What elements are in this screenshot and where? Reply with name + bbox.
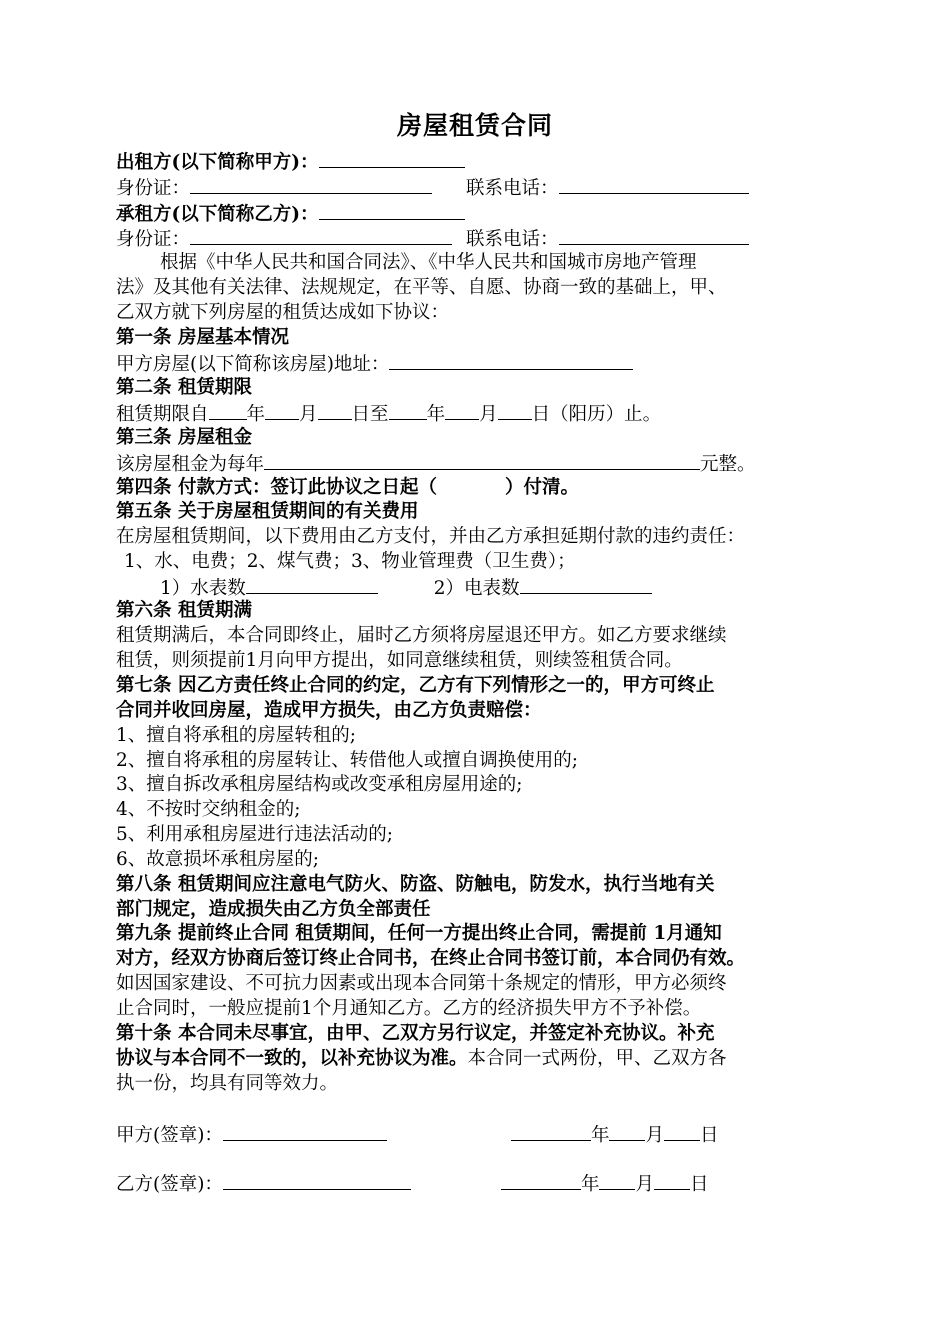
year-label: 年 (590, 1125, 610, 1146)
month-label: 月 (299, 404, 318, 425)
address-label: 甲方房屋(以下简称该房屋)地址： (116, 354, 390, 375)
document-title: 房屋租赁合同 (396, 111, 553, 140)
article-8-line-2: 部门规定，造成损失由乙方负全部责任 (116, 899, 431, 920)
lessee-id-line (116, 226, 749, 252)
article-6-heading: 第六条 租赁期满 (116, 600, 252, 621)
preamble-line-2: 法》及其他有关法律、法规规定，在平等、自愿、协商一致的基础上，甲、 (116, 277, 727, 298)
article-2-heading: 第二条 租赁期限 (116, 377, 252, 398)
end-month-blank[interactable] (445, 401, 479, 420)
year-label: 年 (246, 404, 266, 425)
lessee-label: 承租方(以下简称乙方)： (116, 204, 319, 225)
lessor-line (116, 149, 465, 175)
payment-method-label: 第四条 付款方式：签订此协议之日起（ (116, 477, 437, 498)
lessor-id-label: 身份证： (116, 178, 191, 199)
lessee-id-blank[interactable] (190, 226, 452, 245)
party-a-sign-label: 甲方(签章)： (116, 1125, 223, 1146)
article-7-heading-2: 合同并收回房屋，造成甲方损失，由乙方负责赔偿： (116, 700, 542, 721)
article-10-line-1: 第十条 本合同未尽事宜，由甲、乙双方另行议定，并签定补充协议。补充 (116, 1023, 715, 1044)
lessee-line (116, 201, 465, 227)
party-b-year-blank[interactable] (501, 1171, 581, 1190)
end-day-blank[interactable] (498, 401, 532, 420)
article-1-address-line (116, 351, 633, 377)
electric-meter-blank[interactable] (520, 575, 652, 594)
article-6-line-1: 租赁期满后，本合同即终止，届时乙方须将房屋退还甲方。如乙方要求继续 (116, 625, 727, 646)
party-b-month-blank[interactable] (599, 1171, 635, 1190)
day-label: 日 (689, 1174, 709, 1195)
article-9-line-3: 如因国家建设、不可抗力因素或出现本合同第十条规定的情形，甲方必须终 (116, 973, 727, 994)
address-blank[interactable] (389, 351, 633, 370)
water-meter-label: 1）水表数 (160, 578, 246, 599)
lease-term-from: 租赁期限自 (116, 404, 209, 425)
article-7-item: 2、擅自将承租的房屋转让、转借他人或擅自调换使用的; (116, 750, 579, 771)
rent-amount-blank[interactable] (264, 451, 700, 470)
lessor-name-blank[interactable] (319, 149, 465, 168)
article-4-line (116, 476, 579, 500)
party-a-sign-blank[interactable] (223, 1122, 387, 1141)
lessee-name-blank[interactable] (319, 201, 465, 220)
rent-line (116, 451, 756, 477)
article-10-line-3: 执一份，均具有同等效力。 (116, 1073, 339, 1094)
article-10-bold-text: 协议与本合同不一致的，以补充协议为准。 (116, 1048, 468, 1069)
party-b-day-blank[interactable] (654, 1171, 690, 1190)
day-to-label: 日至 (351, 404, 389, 425)
party-a-month-blank[interactable] (609, 1122, 645, 1141)
party-a-day-blank[interactable] (664, 1122, 700, 1141)
article-8-line-1: 第八条 租赁期间应注意电气防火、防盗、防触电，防发水，执行当地有关 (116, 874, 715, 895)
lessee-id-label: 身份证： (116, 229, 191, 250)
lessor-id-blank[interactable] (190, 175, 432, 194)
article-9-line-2: 对方，经双方协商后签订终止合同书，在终止合同书签订前，本合同仍有效。 (116, 948, 746, 969)
start-year-blank[interactable] (209, 401, 247, 420)
electric-meter-label: 2）电表数 (433, 578, 520, 599)
month-label: 月 (479, 404, 498, 425)
preamble-line-1: 根据《中华人民共和国合同法》、《中华人民共和国城市房地产管理 (160, 252, 697, 273)
month-label: 月 (635, 1174, 654, 1195)
article-7-item: 5、利用承租房屋进行违法活动的; (116, 824, 394, 845)
article-9-line-4: 止合同时，一般应提前1个月通知乙方。乙方的经济损失甲方不予补偿。 (116, 998, 702, 1019)
lessee-phone-label: 联系电话： (466, 229, 559, 250)
party-b-signature-line (116, 1171, 708, 1197)
start-day-blank[interactable] (318, 401, 352, 420)
year-label: 年 (426, 404, 446, 425)
party-b-sign-label: 乙方(签章)： (116, 1174, 223, 1195)
end-year-blank[interactable] (389, 401, 427, 420)
month-label: 月 (645, 1125, 664, 1146)
rent-suffix: 元整。 (700, 454, 756, 475)
article-5-heading: 第五条 关于房屋租赁期间的有关费用 (116, 501, 419, 522)
lessor-phone-label: 联系电话： (466, 178, 559, 199)
article-7-item: 4、不按时交纳租金的; (116, 799, 301, 820)
article-5-line-2: 1、水、电费；2、煤气费；3、物业管理费（卫生费）； (124, 551, 576, 572)
article-7-item: 6、故意损坏承租房屋的; (116, 849, 320, 870)
lessee-phone-blank[interactable] (559, 226, 749, 245)
lease-term-line (116, 401, 661, 427)
water-meter-blank[interactable] (246, 575, 378, 594)
party-a-signature-line (116, 1122, 718, 1148)
article-10-plain-text: 本合同一式两份，甲、乙双方各 (467, 1048, 727, 1069)
article-7-item: 1、擅自将承租的房屋转租的; (116, 725, 357, 746)
article-9-line-1: 第九条 提前终止合同 租赁期间，任何一方提出终止合同，需提前 1月通知 (116, 923, 722, 944)
party-a-year-blank[interactable] (511, 1122, 591, 1141)
year-label: 年 (580, 1174, 600, 1195)
article-6-line-2: 租赁，则须提前1月向甲方提出，如同意继续租赁，则续签租赁合同。 (116, 650, 683, 671)
preamble-line-3: 乙双方就下列房屋的租赁达成如下协议： (116, 302, 450, 323)
lessor-phone-blank[interactable] (559, 175, 749, 194)
party-b-sign-blank[interactable] (223, 1171, 411, 1190)
article-5-line-1: 在房屋租赁期间，以下费用由乙方支付，并由乙方承担延期付款的违约责任： (116, 526, 746, 547)
meter-line (160, 575, 652, 601)
article-7-heading-1: 第七条 因乙方责任终止合同的约定，乙方有下列情形之一的，甲方可终止 (116, 675, 715, 696)
article-10-line-2 (116, 1047, 727, 1071)
day-end-label: 日（阳历）止。 (531, 404, 662, 425)
rent-label: 该房屋租金为每年 (116, 454, 265, 475)
article-3-heading: 第三条 房屋租金 (116, 427, 252, 448)
article-7-item: 3、擅自拆改承租房屋结构或改变承租房屋用途的; (116, 774, 523, 795)
article-1-heading: 第一条 房屋基本情况 (116, 327, 289, 348)
lessor-label: 出租方(以下简称甲方)： (116, 152, 319, 173)
day-label: 日 (699, 1125, 719, 1146)
payment-suffix: ）付清。 (504, 477, 579, 498)
start-month-blank[interactable] (265, 401, 299, 420)
lessor-id-line (116, 175, 749, 201)
